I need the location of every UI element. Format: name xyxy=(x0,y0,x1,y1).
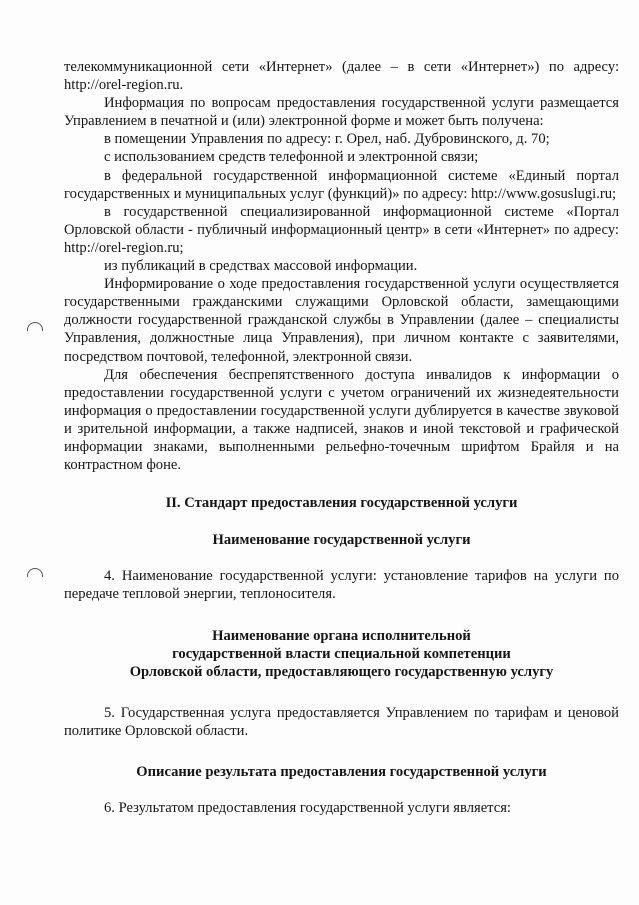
paragraph: с использованием средств телефонной и электронной связи; xyxy=(104,149,479,166)
document-text xyxy=(64,58,619,817)
paragraph: 5. Государственная услуга предоставляется Управлением по тарифам и ценовой политике Орловской области. xyxy=(64,704,619,739)
subsection-heading: Описание результата предоставления государственной услуги xyxy=(136,764,547,780)
section-title: II. Стандарт предоставления государственной услуги xyxy=(165,495,518,512)
paragraph: 4. Наименование государственной услуги: установление тарифов на услуги по передаче тепловой энергии, теплоносителя. xyxy=(64,568,619,603)
paragraph: в помещении Управления по адресу: г. Орел, наб. Дубровинского, д. 70; xyxy=(104,131,550,148)
paragraph: Для обеспечения беспрепятственного доступа инвалидов к информации о предоставлении государственной услуги с учетом ограничений их жизнедеятельности информация о предоставлении государственной услуги дублируется в качестве звуковой и зрительной информации, а также надписей, знаков и иной текстовой и графической информации знаками, выполненными рельефно-точечным шрифтом Брайля и на контрастном фоне. xyxy=(64,366,619,474)
paragraph: в государственной специализированной информационной системе «Портал Орловской области - публичный информационный центр» в сети «Интернет» по адресу: http://orel-region.ru; xyxy=(64,203,619,256)
punch-hole-mark xyxy=(27,322,43,331)
heading-line: Орловской области, предоставляющего государственную услугу xyxy=(129,663,554,680)
paragraph: Информирование о ходе предоставления государственной услуги осуществляется государственными гражданскими служащими Орловской области, замещающими должности государственной гражданской службы в Управлении (далее – специалисты Управления, должностные лица Управления), при личном контакте с заявителями, посредством почтовой, телефонной, электронной связи. xyxy=(64,276,619,365)
paragraph: телекоммуникационной сети «Интернет» (далее – в сети «Интернет») по адресу: http://orel-region.ru. xyxy=(64,59,619,94)
paragraph: в федеральной государственной информационной системе «Единый портал государственных и муниципальных услуг (функций)» по адресу: http://www.gosuslugi.ru; xyxy=(64,167,619,202)
punch-hole-mark xyxy=(27,568,43,577)
subsection-heading xyxy=(64,627,619,681)
paragraph: 6. Результатом предоставления государственной услуги является: xyxy=(104,800,511,817)
subsection-heading: Наименование государственной услуги xyxy=(212,532,471,549)
paragraph: из публикаций в средствах массовой информации. xyxy=(104,258,418,275)
heading-line: Наименование органа исполнительной xyxy=(212,627,471,644)
paragraph: Информация по вопросам предоставления государственной услуги размещается Управлением в печатной и (или) электронной форме и может быть получена: xyxy=(64,95,619,130)
heading-line: государственной власти специальной компетенции xyxy=(172,645,511,662)
